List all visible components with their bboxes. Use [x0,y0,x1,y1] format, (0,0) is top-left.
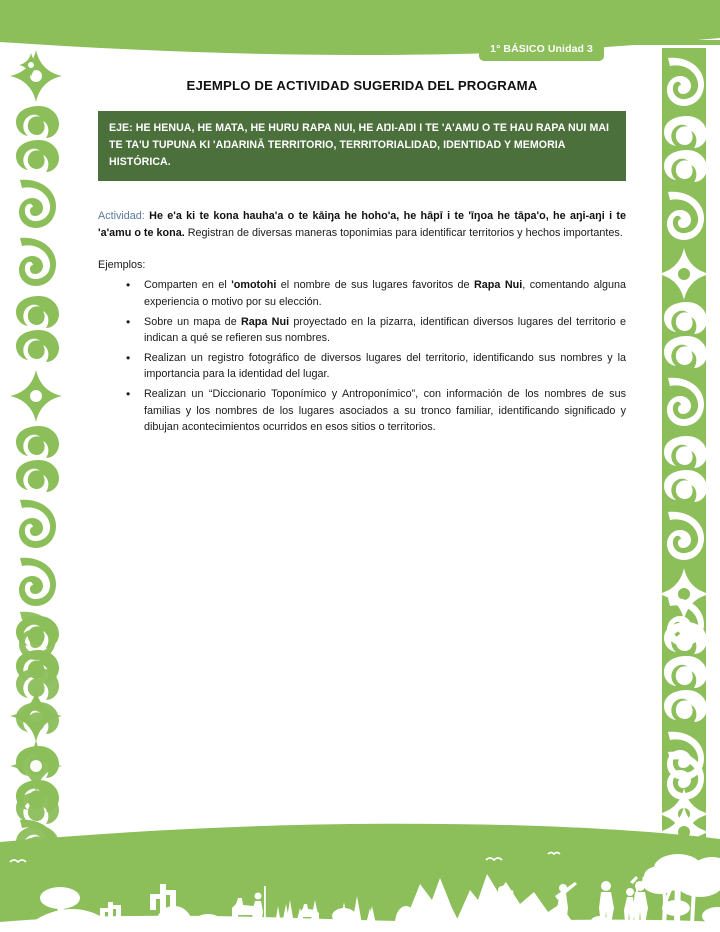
example-text: Comparten en el [144,279,232,292]
example-text: Realizan un “Diccionario Toponímico y Antroponímico”, con información de los nombres de sus familias y los nombres de los lugares asociados a su tronco familiar, identificando significado y dibujan acontecimientos ocurridos en esos sitios o territorios. [144,388,626,434]
activity-paragraph [98,208,626,241]
content-area [98,78,626,439]
example-bold: 'omotohi [231,279,277,292]
example-bold: Rapa Nui [474,279,523,292]
activity-label: Actividad: [98,210,145,223]
activity-bold-text: He e'a ki te kona hauha'a o te kāiŋa he hoho'a, he hāpī i te 'īŋoa he tāpa'o, he aŋi-aŋi i te 'a'amu o te kona. [98,210,627,239]
example-text: el nombre de sus lugares favoritos de [276,279,474,292]
unit-badge: 1° BÁSICO Unidad 3 [479,38,604,61]
list-item [142,314,626,347]
example-text: proyectado en la pizarra, identifican diversos lugares del territorio e indican a qué se refieren sus nombres. [144,315,627,345]
list-item [142,386,626,436]
corner-ornament-icon [18,52,44,83]
examples-label: Ejemplos: [98,259,146,272]
activity-rest-text: Registran de diversas maneras toponimias para identificar territorios y hechos importantes. [184,226,623,239]
top-green-band [0,0,720,60]
example-text: , comentando alguna experiencia o motivo por su elección. [144,279,626,308]
example-text: Sobre un mapa de [144,315,241,328]
example-text: Realizan un registro fotográfico de diversos lugares del territorio, identificando sus nombres y la importancia para la identidad del lugar. [144,351,626,381]
list-item [142,277,626,310]
eje-banner: EJE: HE HENUA, HE MATA, HE HURU RAPA NUI, HE AŊI-AŊI I TE 'A'AMU O TE HAU RAPA NUI MAI TE TA'U TUPUNA KI 'AŊARINĀ TERRITORIO, TERRITORIALIDAD, IDENTIDAD Y MEMORIA HISTÓRICA. [98,111,626,181]
bottom-landscape-mountains [0,812,720,932]
example-bold: Rapa Nui [240,315,290,328]
list-item [142,350,626,383]
examples-list [98,277,626,436]
right-ornament-border [656,48,712,860]
page-title: EJEMPLO DE ACTIVIDAD SUGERIDA DEL PROGRAMA [186,78,538,93]
left-ornament-border [8,48,64,860]
